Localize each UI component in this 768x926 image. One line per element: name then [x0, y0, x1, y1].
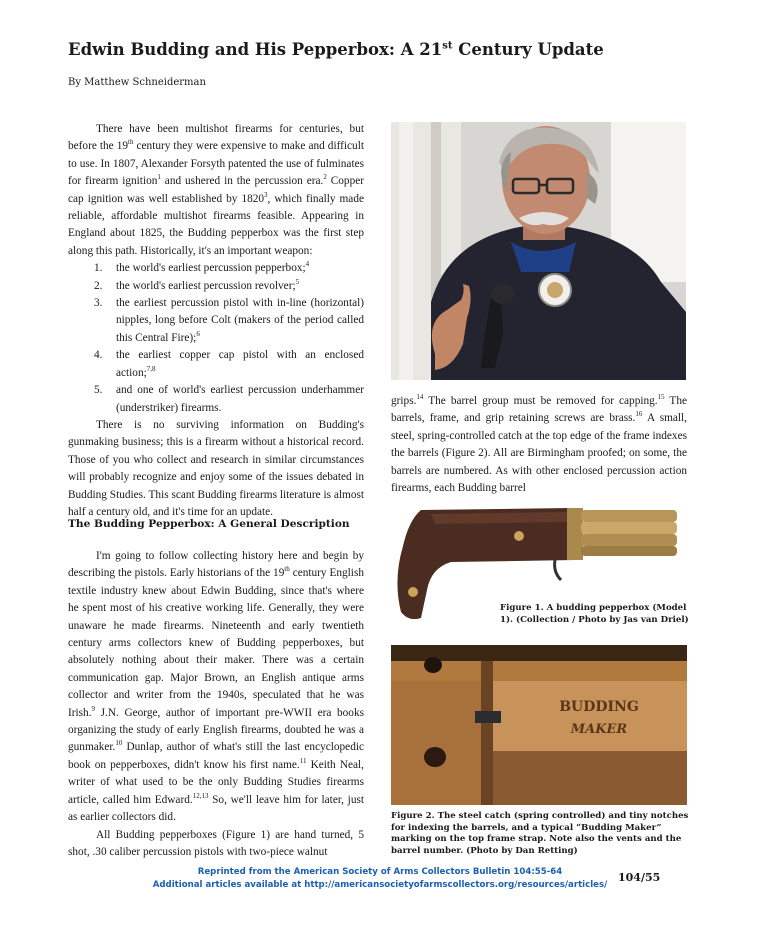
text-run: So, we'll leave him for later, just as earlier collectors did. [68, 793, 364, 824]
footnote-ref: 2 [323, 173, 327, 182]
text-run: century English textile industry knew about Edwin Budding, since that's where he spent most of his creative working life. Generally, they were unaware he made firearms. Nineteenth and early twentieth century arms collectors knew of Budding pepperboxes, but absolutely nothing about their maker. There was a certain communication gap. Major Brown, an English antique arms collector and writer from the 1940s, speculated that he was Irish. [68, 567, 364, 719]
superscript: th [284, 565, 290, 574]
figure-1-caption: Figure 1. A budding pepperbox (Model 1). (Collection / Photo by Jas van Driel) [500, 603, 689, 625]
list-item [94, 347, 364, 382]
footnote-ref: 4 [305, 260, 310, 269]
text-run: grips. [391, 395, 417, 407]
text-run: Dunlap, author of what's still the last encyclopedic book on pepperboxes, didn't know his first name. [68, 741, 364, 771]
description-paragraph [68, 548, 364, 827]
list-text: the earliest percussion pistol with in-line (horizontal) nipples, long before Colt (makers of the period called this Central Fire); [116, 297, 364, 344]
superscript: th [128, 138, 134, 147]
budding-marking: BUDDING [559, 699, 639, 715]
footnote-ref: 7,8 [146, 364, 156, 373]
title-main: Edwin Budding and His Pepperbox: A 21 [68, 40, 443, 59]
maker-marking: MAKER [570, 722, 628, 737]
list-number: 4. [94, 349, 103, 362]
right-column-text [391, 393, 687, 497]
text-run: I'm going to follow collecting history here and begin by describing the pistols. Early historians of the 19 [68, 550, 364, 580]
list-item [94, 278, 364, 295]
right-column-paragraph [391, 393, 687, 497]
list-item [94, 295, 364, 347]
footnote-ref: 6 [196, 330, 200, 339]
articles-link[interactable]: Additional articles available at http://americansocietyofarmscollectors.org/resources/articles/ [152, 880, 608, 890]
budding-maker-image [391, 645, 687, 805]
weapon-firsts-list [68, 260, 364, 417]
figure-2-caption: Figure 2. The steel catch (spring controlled) and tiny notches for indexing the barrels, and a typical “Budding Maker” marking on the top frame strap. Note also the vents and the barrel number. (Photo by Dan Retting) [391, 811, 689, 856]
text-run: Keith Neal, writer of what used to be the only Budding Studies firearms article, called him Edward. [68, 758, 364, 806]
text-run: and ushered in the percussion era. [160, 175, 324, 188]
pistol-paragraph: All Budding pepperboxes (Figure 1) are hand turned, 5 shot, .30 caliber percussion pistols with two-piece walnut [68, 828, 364, 858]
speaker-photo-image [391, 122, 686, 380]
text-run: A small, steel, spring-controlled catch at the top edge of the frame indexes the barrels (Figure 2). All are Birmingham proofed; on some, the barrels are numbered. As with other enclosed percussion action firearms, each Budding barrel [391, 412, 687, 495]
title-superscript: st [442, 40, 453, 52]
footnote-ref: 3 [264, 190, 268, 199]
list-number: 2. [94, 279, 103, 292]
list-text: the world's earliest percussion pepperbox; [116, 262, 306, 275]
text-run: The barrel group must be removed for capping. [423, 395, 658, 407]
list-text: and one of world's earliest percussion underhammer (understriker) firearms. [116, 384, 364, 414]
left-column-bottom [68, 548, 364, 861]
figure-2-photo [391, 645, 687, 805]
page-number: 104/55 [618, 871, 661, 884]
list-number: 1. [94, 262, 103, 275]
speaker-photo [391, 122, 686, 380]
footnote-ref: 15 [657, 393, 665, 402]
text-run: The barrels, frame, and grip retaining screws are brass. [391, 395, 687, 425]
text-run: There have been multishot firearms for centuries, but before the 19 [68, 123, 364, 153]
footnote-ref: 9 [91, 704, 96, 713]
title-tail: Century Update [452, 40, 604, 59]
footnote-ref: 1 [157, 173, 161, 182]
list-item [94, 382, 364, 417]
list-number: 3. [94, 297, 103, 310]
footnote-ref: 16 [635, 410, 643, 419]
footnote-ref: 14 [416, 393, 424, 402]
text-run: Copper cap ignition was well established by 1820 [68, 175, 364, 205]
list-text: the earliest copper cap pistol with an enclosed action; [116, 349, 364, 379]
footnote-ref: 5 [295, 277, 300, 286]
intro-paragraph [68, 121, 364, 260]
list-item [94, 260, 364, 277]
section-heading: The Budding Pepperbox: A General Description [68, 518, 350, 530]
text-run: century they were expensive to make and difficult to use. In 1807, Alexander Forsyth patented the use of fulminates for firearm ignition [68, 140, 364, 188]
list-number: 5. [94, 384, 103, 397]
history-paragraph: There is no surviving information on Budding's gunmaking business; this is a firearm without a historical record. Those of you who collect and research in similar circumstances will probably recognize and enjoy some of the issues debated in Budding Studies. This scant Budding firearms literature is almost half a century old, and it's time for an update. [68, 418, 364, 518]
footnote-ref: 10 [115, 739, 123, 748]
left-column-top [68, 121, 364, 521]
reprint-notice: Reprinted from the American Society of Arms Collectors Bulletin 104:55-64 [197, 867, 563, 877]
footnote-ref: 12,13 [192, 791, 209, 800]
text-run: , which finally made reliable, affordable multishot firearms feasible. Appearing in England about 1825, the Budding pepperbox was the first step along this path. Historically, it's an important weapon: [68, 192, 364, 257]
list-text: the world's earliest percussion revolver; [116, 279, 296, 292]
article-title [68, 40, 604, 59]
byline: By Matthew Schneiderman [68, 77, 206, 88]
footnote-ref: 11 [299, 757, 307, 766]
text-run: J.N. George, author of important pre-WWII era books organizing the study of early English firearms, doubted he was a gunmaker. [68, 706, 364, 754]
